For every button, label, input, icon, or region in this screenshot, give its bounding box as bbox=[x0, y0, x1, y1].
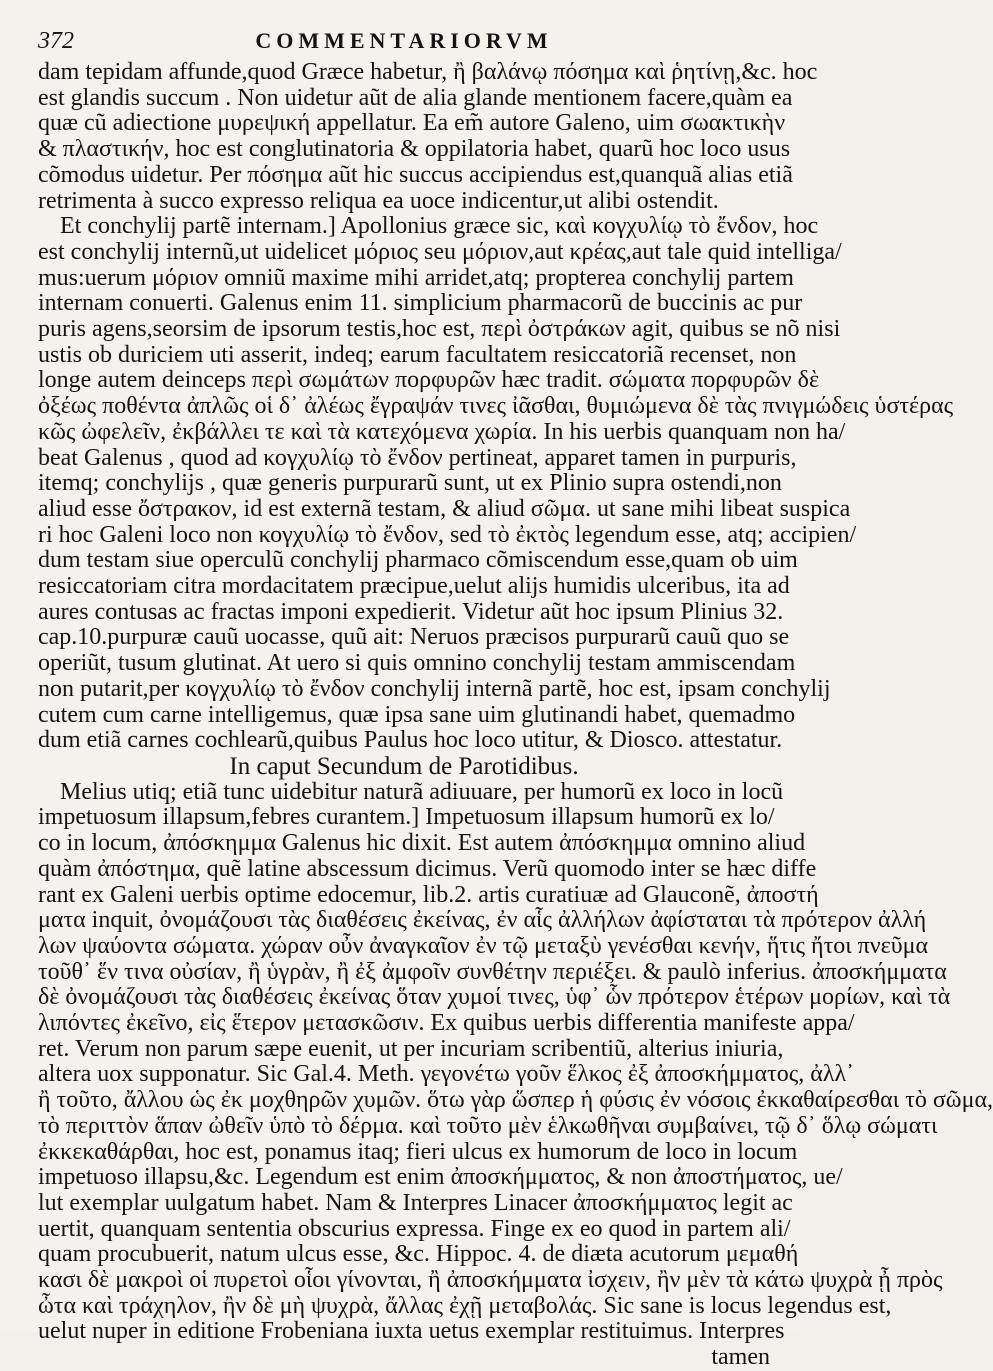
text-line: aliud esse ὄστρακον, id est externã testam, & aliud σῶμα. ut sane mihi libeat suspica bbox=[38, 495, 851, 522]
text-line: ret. Verum non parum sæpe euenit, ut per incuriam scribentiũ, alterius iniuria, bbox=[38, 1035, 784, 1062]
text-line: lut exemplar uulgatum habet. Nam & Interpres Linacer ἀποσκήμματος legit ac bbox=[38, 1189, 793, 1216]
text-line: quæ cũ adiectione μυρεψική appellatur. Ea em̃ autore Galeno, uim σωακτικὴν bbox=[38, 110, 786, 137]
text-line: κασι δὲ μακροὶ οἱ πυρετοὶ οἷοι γίνονται, ἢ ἀποσκήμματα ἰσχειν, ἢν μὲν τὰ κάτω ψυχρὰ ᾖ πρὸς bbox=[38, 1267, 943, 1294]
text-line: ustis ob duriciem uti asserit, indeq; earum facultatem resiccatoriã recenset, non bbox=[38, 341, 797, 368]
text-line: est glandis succum . Non uidetur aũt de alia glande mentionem facere,quàm ea bbox=[38, 84, 793, 111]
text-line: est conchylij internũ,ut uidelicet μόριος seu μόριον,aut κρέας,aut tale quid intelliga/ bbox=[38, 238, 842, 265]
text-line: Melius utiq; etiã tunc uidebitur naturã adiuuare, per humorũ ex loco in locũ bbox=[60, 778, 784, 805]
text-line: ἐκκεκαθάρθαι, hoc est, ponamus itaq; fieri ulcus ex humorum de loco in locum bbox=[38, 1138, 798, 1165]
text-line: impetuoso illapsu,&c. Legendum est enim ἀποσκήμματος, & non ἀποστήματος, ue/ bbox=[38, 1164, 843, 1191]
text-line: dum testam siue operculũ conchylij pharmaco cõmiscendum esse,quam ob uim bbox=[38, 547, 798, 574]
text-line: cutem cum carne intelligemus, quæ ipsa sane uim glutinandi habet, quemadmo bbox=[38, 701, 796, 728]
text-line: ὦτα καὶ τράχηλον, ἢν δὲ μὴ ψυχρὰ, ἄλλας ἐχῇ μεταβολάς. Sic sane is locus legendus est, bbox=[38, 1292, 892, 1319]
text-line: dum etiã carnes cochlearũ,quibus Paulus hoc loco utitur, & Diosco. attestatur. bbox=[38, 727, 783, 754]
body-text bbox=[38, 59, 993, 1371]
text-line: dam tepidam affunde,quod Græce habetur, ἢ βαλάνῳ πόσημα καὶ ῥητίνῃ,&c. hoc bbox=[38, 59, 818, 85]
text-line: longe autem deinceps περὶ σωμάτων πορφυρῶν hæc tradit. σώματα πορφυρῶν δὲ bbox=[38, 367, 820, 394]
text-line: non putarit,per κογχυλίῳ τὸ ἔνδον conchylij internã partẽ, hoc est, ipsam conchylij bbox=[38, 675, 831, 702]
text-line: quàm ἀπόστημα, quẽ latine abscessum dicimus. Verũ quomodo inter se hæc diffe bbox=[38, 855, 817, 882]
text-line: rant ex Galeni uerbis optime edocemur, lib.2. artis curatiuæ ad Glauconẽ, ἀποστή bbox=[38, 881, 819, 908]
page-number: 372 bbox=[38, 28, 74, 54]
text-line: uelut nuper in editione Frobeniana iuxta uetus exemplar restituimus. Interpres bbox=[38, 1318, 785, 1345]
text-line: co in locum, ἀπόσκημμα Galenus hic dixit. Est autem ἀπόσκημμα omnino aliud bbox=[38, 830, 806, 857]
text-line: Et conchylij partẽ internam.] Apollonius græce sic, καὶ κογχυλίῳ τὸ ἔνδον, hoc bbox=[60, 213, 819, 240]
text-line: resiccatoriam citra mordacitatem præcipue,uelut alijs humidis ulceribus, ita ad bbox=[38, 573, 790, 600]
text-line: κῶς ὠφελεῖν, ἐκβάλλει τε καὶ τὰ κατεχόμενα χωρία. In his uerbis quanquam non ha/ bbox=[38, 418, 846, 445]
text-line: & πλαστικήν, hoc est conglutinatoria & oppilatoria habet, quarũ hoc loco usus bbox=[38, 136, 791, 163]
text-line: internam conuerti. Galenus enim 11. simplicium pharmacorũ de buccinis ac pur bbox=[38, 290, 803, 317]
text-line: ὀξέως ποθέντα ἀπλῶς οἱ δ᾽ ἀλέως ἔγραψάν τινες ἰᾶσθαι, θυμιώμενα δὲ τὰς πνιγμώδεις ὑστέρας bbox=[38, 393, 954, 420]
text-line: retrimenta à succo expresso reliqua ea uoce indicentur,ut alibi ostendit. bbox=[38, 187, 719, 214]
text-line: ri hoc Galeni loco non κογχυλίῳ τὸ ἔνδον, sed τὸ ἐκτὸς legendum esse, atq; accipien/ bbox=[38, 521, 857, 548]
text-line: τὸ περιττὸν ἅπαν ὠθεῖν ὑπὸ τὸ δέρμα. καὶ τοῦτο μὲν ἑλκωθῆναι συμβαίνει, τῷ δ᾽ ὅλῳ σώματι bbox=[38, 1112, 938, 1139]
text-line: cõmodus uidetur. Per πόσημα aũt hic succus accipiendus est,quanquã alias etiã bbox=[38, 161, 793, 188]
text-line: ματα inquit, ὀνομάζουσι τὰς διαθέσεις ἐκείνας, ἐν αἷς ἀλλήλων ἀφίσταται τὰ πρότερον ἀλλή bbox=[38, 907, 927, 934]
text-line: τοῦθ᾽ ἕν τινα οὐσίαν, ἢ ὑγρὰν, ἢ ἐξ ἀμφοῖν συνθέτην περιέξει. & paulò inferius. ἀποσκήμματα bbox=[38, 958, 947, 985]
text-line: beat Galenus , quod ad κογχυλίῳ τὸ ἔνδον pertineat, apparet tamen in purpuris, bbox=[38, 444, 797, 471]
text-line: itemq; conchylijs , quæ generis purpurarũ sunt, ut ex Plinio supra ostendi,non bbox=[38, 470, 782, 497]
text-line: λιπόντες ἐκεῖνο, εἰς ἕτερον μετασκῶσιν. Ex quibus uerbis differentia manifeste appa/ bbox=[38, 1010, 855, 1037]
text-line: δὲ ὀνομάζουσι τὰς διαθέσεις ἐκείνας ὅταν χυμοί τινες, ὑφ᾽ ὧν πρότερον ἑτέρων μορίων, καὶ τὰ bbox=[38, 984, 951, 1011]
text-line: uertit, quanquam sententia obscurius expressa. Finge ex eo quod in partem ali/ bbox=[38, 1215, 791, 1242]
running-head bbox=[38, 22, 770, 60]
text-line: quam procubuerit, natum ulcus esse, &c. Hippoc. 4. de diæta acutorum μεμαθή bbox=[38, 1241, 799, 1268]
text-line: ἢ τοῦτο, ἄλλου ὡς ἐκ μοχθηρῶν χυμῶν. ὅτω γὰρ ὥσπερ ἡ φύσις ἐν νόσοις ἐκκαθαίρεσθαι τὸ σῶμα, bbox=[38, 1087, 993, 1114]
running-title: COMMENTARIORVM bbox=[255, 28, 553, 53]
text-line: impetuosum illapsum,febres curantem.] Impetuosum illapsum humorũ ex lo/ bbox=[38, 804, 775, 831]
text-line: aures contusas ac fractas imponi expedierit. Videtur aũt hoc ipsum Plinius 32. bbox=[38, 598, 784, 625]
section-heading: In caput Secundum de Parotidibus. bbox=[229, 752, 579, 780]
text-line: operiũt, tusum glutinat. At uero si quis omnino conchylij testam ammiscendam bbox=[38, 650, 796, 677]
text-line: cap.10.purpuræ cauũ uocasse, quũ ait: Neruos præcisos purpurarũ cauũ quo se bbox=[38, 624, 790, 651]
text-line: altera uox supponatur. Sic Gal.4. Meth. γεγονέτω γοῦν ἕλκος ἐξ ἀποσκήμματος, ἀλλ᾽ bbox=[38, 1061, 855, 1088]
catchword: tamen bbox=[711, 1344, 770, 1371]
text-line: mus:uerum μόριον omniũ maxime mihi arridet,atq; propterea conchylij partem bbox=[38, 264, 794, 291]
text-line: puris agens,seorsim de ipsorum testis,hoc est, περὶ ὀστράκων agit, quibus se nõ nisi bbox=[38, 316, 841, 343]
text-line: λων ψαύοντα σώματα. χώραν οὖν ἀναγκαῖον ἐν τῷ μεταξὺ γενέσθαι κενήν, ἥτις ἤτοι πνεῦμα bbox=[38, 932, 929, 959]
